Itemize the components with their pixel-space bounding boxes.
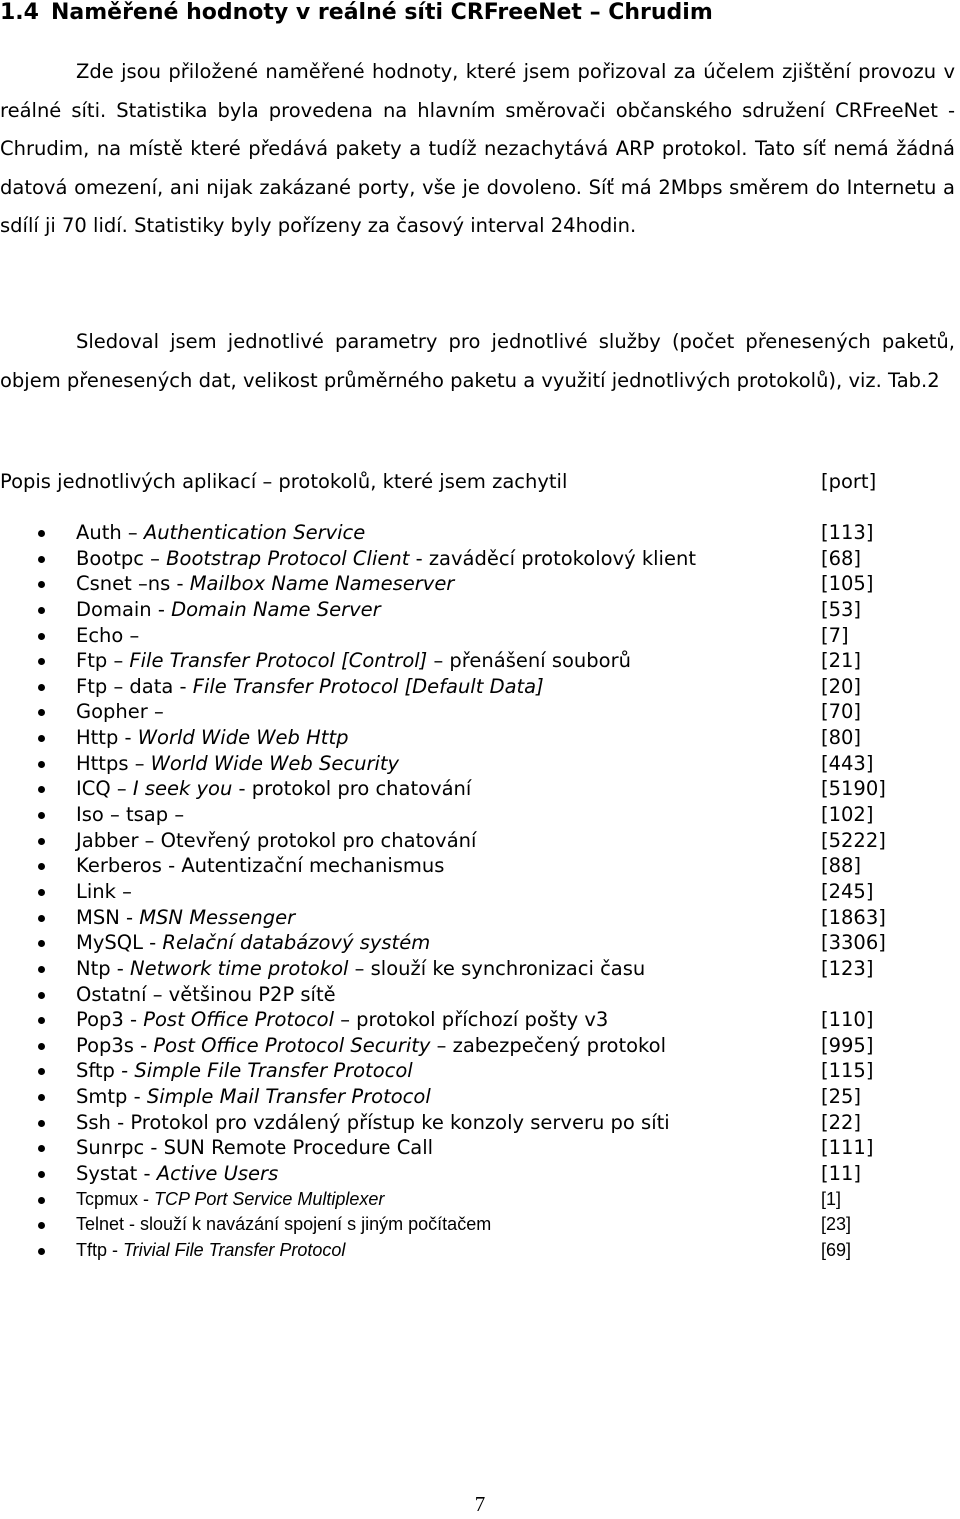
protocol-name: MSN - — [76, 905, 140, 929]
list-item — [0, 930, 960, 956]
list-item — [0, 725, 960, 751]
protocol-list-label: Popis jednotlivých aplikací – protokolů, které jsem zachytil — [0, 470, 568, 493]
list-item — [0, 597, 960, 623]
protocol-port: [68] — [821, 546, 862, 570]
protocol-port: [69] — [821, 1239, 852, 1260]
bullet-icon — [38, 966, 45, 973]
protocol-entry — [76, 623, 139, 649]
protocol-description: I seek you — [132, 777, 233, 801]
list-item — [0, 674, 960, 700]
protocol-port: [102] — [821, 803, 874, 827]
list-item — [0, 1007, 960, 1033]
protocol-port: [123] — [821, 956, 874, 980]
protocol-port: [23] — [821, 1214, 852, 1235]
list-item — [0, 1161, 960, 1187]
list-item — [0, 699, 960, 725]
protocol-port: [5190] — [821, 777, 886, 801]
list-item — [0, 648, 960, 674]
bullet-icon — [38, 709, 45, 716]
protocol-entry — [76, 905, 295, 931]
list-item — [0, 1110, 960, 1136]
bullet-icon — [38, 992, 45, 999]
protocol-description: File Transfer Protocol [Control] — [129, 649, 428, 673]
protocol-description: TCP Port Service Multiplexer — [154, 1188, 385, 1209]
list-item — [0, 802, 960, 828]
list-item — [0, 828, 960, 854]
protocol-description: Network time protokol — [130, 956, 349, 980]
bullet-icon — [38, 684, 45, 691]
protocol-note: – zabezpečený protokol — [430, 1033, 667, 1057]
bullet-icon — [38, 735, 45, 742]
bullet-icon — [38, 1043, 45, 1050]
protocol-name: Https – — [76, 751, 151, 775]
protocol-name: Ostatní – většinou P2P sítě — [76, 982, 336, 1006]
list-item — [0, 853, 960, 879]
protocol-name: Ftp – data - — [76, 674, 193, 698]
bullet-icon — [38, 786, 45, 793]
section-title: Naměřené hodnoty v reálné síti CRFreeNet – Chrudim — [50, 0, 713, 25]
protocol-port: [88] — [821, 854, 862, 878]
list-item — [0, 1238, 960, 1264]
protocol-port: [21] — [821, 649, 862, 673]
protocol-port: [11] — [821, 1162, 862, 1186]
protocol-port: [113] — [821, 521, 874, 544]
protocol-name: Pop3s - — [76, 1033, 154, 1057]
protocol-port: [105] — [821, 572, 874, 596]
protocol-entry — [76, 1110, 670, 1136]
protocol-name: Kerberos - Autentizační mechanismus — [76, 854, 445, 878]
protocol-name: Gopher – — [76, 700, 164, 724]
protocol-name: Tcpmux - — [76, 1188, 155, 1209]
list-item — [0, 1084, 960, 1110]
list-item — [0, 776, 960, 802]
protocol-description: MSN Messenger — [139, 905, 296, 929]
protocol-entry — [76, 956, 645, 982]
bullet-icon — [38, 812, 45, 819]
bullet-icon — [38, 1120, 45, 1127]
list-item — [0, 905, 960, 931]
protocol-entry — [76, 1033, 666, 1059]
section-heading — [0, 0, 713, 26]
protocol-note: – protokol příchozí pošty v3 — [334, 1008, 609, 1032]
port-column-header: [port] — [821, 470, 877, 493]
protocol-description: Bootstrap Protocol Client — [166, 546, 410, 570]
protocol-port: [20] — [821, 674, 862, 698]
protocol-entry — [76, 982, 336, 1008]
protocol-name: Sftp - — [76, 1059, 135, 1083]
protocol-port: [5222] — [821, 828, 886, 852]
protocol-port: [1] — [821, 1188, 842, 1209]
protocol-name: Smtp - — [76, 1085, 147, 1109]
protocol-description: Simple Mail Transfer Protocol — [146, 1085, 431, 1109]
protocol-port: [443] — [821, 751, 874, 775]
protocol-entry — [76, 546, 696, 572]
protocol-description: Active Users — [156, 1162, 279, 1186]
protocol-note: - zaváděcí protokolový klient — [409, 546, 696, 570]
protocol-port: [995] — [821, 1033, 874, 1057]
list-item — [0, 1135, 960, 1161]
bullet-icon — [38, 1068, 45, 1075]
protocol-entry — [76, 1084, 431, 1110]
protocol-description: World Wide Web Http — [137, 726, 349, 750]
protocol-port: [7] — [821, 623, 849, 647]
bullet-icon — [38, 581, 45, 588]
protocol-port: [115] — [821, 1059, 874, 1083]
protocol-description: Simple File Transfer Protocol — [134, 1059, 413, 1083]
protocol-name: Systat - — [76, 1162, 157, 1186]
protocol-name: MySQL - — [76, 931, 163, 955]
bullet-icon — [38, 1094, 45, 1101]
protocol-note: – přenášení souborů — [427, 649, 631, 673]
protocol-entry — [76, 648, 631, 674]
paragraph-measurement-intro: Zde jsou přiložené naměřené hodnoty, které jsem pořizoval za účelem zjištění provozu v reálné síti. Statistika byla provedena na hlavním směrovači občanského sdružení CRFreeNet - Chrudim, na místě které předává pakety a tudíž nezachytává ARP protokol. Tato síť nemá žádná datová omezení, ani nijak zakázané porty, vše je dovoleno. Síť má 2Mbps směrem do Internetu a sdílí ji 70 lidí. Statistiky byly pořízeny za časový interval 24hodin. — [0, 60, 955, 237]
protocol-name: ICQ – — [76, 777, 133, 801]
protocol-list — [0, 520, 960, 1264]
list-item — [0, 623, 960, 649]
protocol-entry — [76, 571, 454, 597]
protocol-name: Csnet –ns - — [76, 572, 190, 596]
protocol-entry — [76, 1007, 608, 1033]
bullet-icon — [38, 915, 45, 922]
protocol-note: – slouží ke synchronizaci času — [348, 956, 646, 980]
bullet-icon — [38, 838, 45, 845]
protocol-description: Mailbox Name Nameserver — [189, 572, 455, 596]
list-item — [0, 571, 960, 597]
protocol-name: Pop3 - — [76, 1008, 144, 1032]
protocol-port: [80] — [821, 726, 862, 750]
protocol-name: Bootpc – — [76, 546, 167, 570]
list-item — [0, 982, 960, 1008]
list-item — [0, 1187, 960, 1213]
bullet-icon — [38, 889, 45, 896]
protocol-name: Telnet - slouží k navázání spojení s jiným počítačem — [76, 1214, 492, 1235]
bullet-icon — [38, 1248, 45, 1255]
protocol-entry — [76, 930, 430, 956]
bullet-icon — [38, 1145, 45, 1152]
page-number: 7 — [474, 1492, 486, 1516]
protocol-name: Http - — [76, 726, 138, 750]
protocol-entry — [76, 776, 471, 802]
protocol-entry — [76, 699, 164, 725]
protocol-port: [1863] — [821, 905, 886, 929]
protocol-port: [111] — [821, 1136, 874, 1160]
protocol-entry — [76, 1135, 433, 1161]
protocol-name: Link – — [76, 879, 132, 903]
list-item — [0, 751, 960, 777]
protocol-name: Ftp – — [76, 649, 130, 673]
bullet-icon — [38, 633, 45, 640]
list-item — [0, 520, 960, 546]
protocol-port: [70] — [821, 700, 862, 724]
protocol-port: [3306] — [821, 931, 886, 955]
protocol-entry — [76, 1212, 491, 1238]
list-item — [0, 1058, 960, 1084]
protocol-entry — [76, 674, 544, 700]
bullet-icon — [38, 1222, 45, 1229]
bullet-icon — [38, 940, 45, 947]
protocol-description: Post Office Protocol Security — [153, 1033, 431, 1057]
bullet-icon — [38, 863, 45, 870]
protocol-port: [22] — [821, 1110, 862, 1134]
protocol-entry — [76, 879, 132, 905]
protocol-name: Jabber – Otevřený protokol pro chatování — [76, 828, 477, 852]
protocol-entry — [76, 751, 399, 777]
bullet-icon — [38, 1017, 45, 1024]
list-item — [0, 1212, 960, 1238]
protocol-name: Iso – tsap – — [76, 803, 185, 827]
protocol-description: File Transfer Protocol [Default Data] — [192, 674, 544, 698]
protocol-note: - protokol pro chatování — [232, 777, 472, 801]
protocol-port: [25] — [821, 1085, 862, 1109]
protocol-description: Domain Name Server — [171, 597, 381, 621]
protocol-name: Tftp - — [76, 1239, 124, 1260]
protocol-port: [245] — [821, 879, 874, 903]
protocol-name: Ssh - Protokol pro vzdálený přístup ke konzoly serveru po síti — [76, 1110, 670, 1134]
protocol-description: Relační databázový systém — [162, 931, 431, 955]
protocol-entry — [76, 520, 365, 546]
protocol-entry — [76, 1187, 384, 1213]
protocol-list-header — [0, 468, 960, 496]
protocol-description: Trivial File Transfer Protocol — [123, 1239, 346, 1260]
protocol-port: [110] — [821, 1008, 874, 1032]
protocol-port: [53] — [821, 597, 862, 621]
section-number: 1.4 — [0, 0, 39, 25]
protocol-entry — [76, 725, 348, 751]
bullet-icon — [38, 761, 45, 768]
protocol-entry — [76, 828, 476, 854]
list-item — [0, 879, 960, 905]
protocol-entry — [76, 597, 381, 623]
protocol-name: Domain - — [76, 597, 172, 621]
bullet-icon — [38, 607, 45, 614]
protocol-entry — [76, 802, 184, 828]
protocol-name: Ntp - — [76, 956, 131, 980]
list-item — [0, 546, 960, 572]
bullet-icon — [38, 556, 45, 563]
protocol-entry — [76, 1058, 413, 1084]
protocol-description: Post Office Protocol — [143, 1008, 335, 1032]
bullet-icon — [38, 1171, 45, 1178]
bullet-icon — [38, 1197, 45, 1204]
bullet-icon — [38, 658, 45, 665]
protocol-entry — [76, 1161, 278, 1187]
protocol-name: Sunrpc - SUN Remote Procedure Call — [76, 1136, 434, 1160]
list-item — [0, 956, 960, 982]
protocol-description: Authentication Service — [143, 521, 366, 544]
protocol-name: Echo – — [76, 623, 140, 647]
bullet-icon — [38, 530, 45, 537]
protocol-entry — [76, 1238, 345, 1264]
list-item — [0, 1033, 960, 1059]
protocol-name: Auth – — [76, 521, 144, 544]
protocol-entry — [76, 853, 444, 879]
protocol-description: World Wide Web Security — [150, 751, 400, 775]
paragraph-parameters: Sledoval jsem jednotlivé parametry pro jednotlivé služby (počet přenesených paketů, objem přenesených dat, velikost průměrného paketu a využití jednotlivých protokolů), viz. Tab.2 — [0, 330, 955, 392]
